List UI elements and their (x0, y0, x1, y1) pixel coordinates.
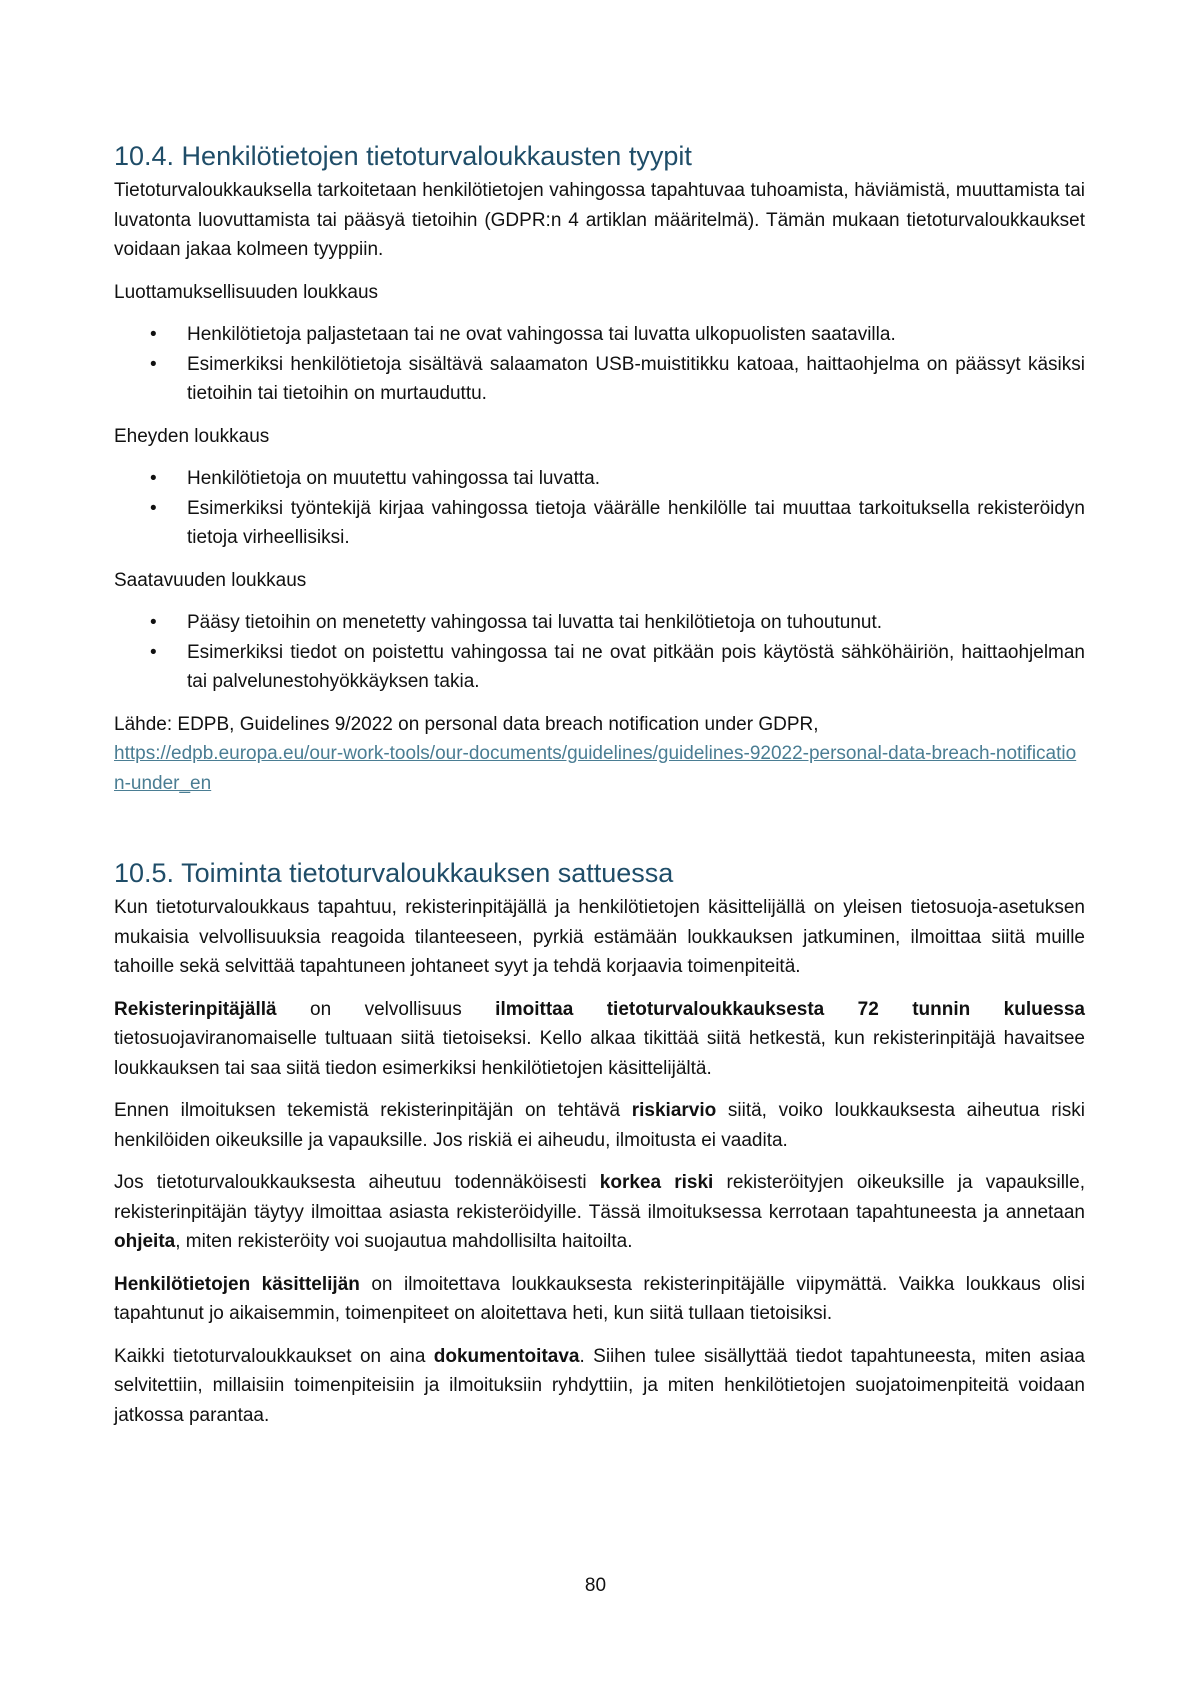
list-item: • Henkilötietoja on muutettu vahingossa tai luvatta. (114, 464, 1085, 494)
source-link[interactable]: https://edpb.europa.eu/our-work-tools/our-documents/guidelines/guidelines-92022-personal-data-breach-notification-under_en (114, 743, 1077, 794)
list-item: • Esimerkiksi henkilötietoja sisältävä salaamaton USB-muistitikku katoaa, haittaohjelma on päässyt käsiksi tietoihin tai tietoihin on murtauduttu. (114, 350, 1085, 409)
page-number: 80 (584, 1575, 607, 1596)
section-10-4-intro: Tietoturvaloukkauksella tarkoitetaan henkilötietojen vahingossa tapahtuvaa tuhoamista, häviämistä, muuttamista tai luvatonta luovuttamista tai pääsyä tietoihin (GDPR:n 4 artiklan määritelmä). Tämän mukaan tietoturvaloukkaukset voidaan jakaa kolmeen tyyppiin. (114, 180, 1085, 260)
source-citation (114, 710, 1085, 799)
text-run: Kaikki tietoturvaloukkaukset on aina (114, 1345, 434, 1367)
text-run: tietosuojaviranomaiselle tultuaan siitä tietoiseksi. Kello alkaa tikittää siitä hetkestä, kun rekisterinpitäjä havaitsee loukkauksen tai saa siitä tiedon esimerkiksi henkilötietojen käsittelijältä. (114, 1028, 1085, 1079)
section-10-5-paragraph-2 (114, 995, 1085, 1084)
breach-type-list-integrity (114, 464, 1085, 553)
breach-type-label-confidentiality: Luottamuksellisuuden loukkaus (114, 281, 379, 303)
bold-text: riskiarvio (631, 1100, 717, 1121)
breach-type-list-availability (114, 608, 1085, 697)
document-page (114, 138, 1085, 1443)
section-10-5-paragraph-1: Kun tietoturvaloukkaus tapahtuu, rekisterinpitäjällä ja henkilötietojen käsittelijällä on yleisen tietosuoja-asetuksen mukaisia velvollisuuksia reagoida tilanteeseen, pyrkiä estämään loukkauksen jatkuminen, ilmoittaa siitä muille tahoille sekä selvittää tapahtuneen johtaneet syyt ja tehdä korjaavia toimenpiteitä. (114, 897, 1085, 977)
section-10-5-paragraph-4 (114, 1168, 1085, 1257)
breach-type-label-availability: Saatavuuden loukkaus (114, 569, 307, 591)
text-run: . Siihen tulee sisällyttää tiedot tapahtuneesta, miten asiaa selvitettiin, millaisiin toimenpiteisiin ja ilmoituksiin ryhdyttiin, ja miten henkilötietojen suojatoimenpiteitä voidaan jatkossa parantaa. (114, 1345, 1085, 1426)
text-run: , miten rekisteröity voi suojautua mahdollisilta haitoilta. (175, 1231, 633, 1252)
list-item: • Pääsy tietoihin on menetetty vahingossa tai luvatta tai henkilötietoja on tuhoutunut. (114, 608, 1085, 638)
section-heading-10-4: 10.4. Henkilötietojen tietoturvaloukkausten tyypit (114, 141, 692, 171)
bold-text: korkea riski (599, 1172, 714, 1193)
bold-text: ilmoittaa tietoturvaloukkauksesta 72 tunnin kuluessa (495, 998, 1085, 1020)
list-item: • Esimerkiksi työntekijä kirjaa vahingossa tietoja väärälle henkilölle tai muuttaa tarkoituksella rekisteröidyn tietoja virheellisiksi. (114, 494, 1085, 553)
source-text: Lähde: EDPB, Guidelines 9/2022 on personal data breach notification under GDPR, (114, 713, 819, 735)
section-spacer (114, 798, 1085, 855)
text-run: on velvollisuus (276, 998, 496, 1020)
section-10-5-paragraph-3 (114, 1096, 1085, 1155)
section-10-5-paragraph-6 (114, 1342, 1085, 1431)
breach-type-label-integrity: Eheyden loukkaus (114, 425, 270, 447)
bold-text: ohjeita (114, 1231, 176, 1252)
text-run: rekisteröityjen oikeuksille ja vapauksille, rekisterinpitäjän täytyy ilmoittaa asiasta rekisteröidyille. Tässä ilmoituksessa kerrotaan tapahtuneesta ja annetaan (114, 1172, 1085, 1223)
text-run: on ilmoitettava loukkauksesta rekisterinpitäjälle viipymättä. Vaikka loukkaus olisi tapahtunut jo aikaisemmin, toimenpiteet on aloitettava heti, kun siitä tullaan tietoisiksi. (114, 1273, 1085, 1324)
text-run: Jos tietoturvaloukkauksesta aiheutuu todennäköisesti (114, 1172, 600, 1193)
section-10-5-paragraph-5 (114, 1270, 1085, 1329)
list-item: • Henkilötietoja paljastetaan tai ne ovat vahingossa tai luvatta ulkopuolisten saatavilla. (114, 320, 1085, 350)
bold-text: Rekisterinpitäjällä (114, 998, 277, 1020)
bold-text: Henkilötietojen käsittelijän (114, 1273, 360, 1295)
text-run: siitä, voiko loukkauksesta aiheutua riski henkilöiden oikeuksille ja vapauksille. Jos riskiä ei aiheudu, ilmoitusta ei vaadita. (114, 1100, 1085, 1151)
section-heading-10-5: 10.5. Toiminta tietoturvaloukkauksen sattuessa (114, 858, 674, 888)
text-run: Ennen ilmoituksen tekemistä rekisterinpitäjän on tehtävä (114, 1100, 632, 1121)
bold-text: dokumentoitava (433, 1345, 580, 1367)
list-item: • Esimerkiksi tiedot on poistettu vahingossa tai ne ovat pitkään pois käytöstä sähköhäiriön, haittaohjelman tai palvelunestohyökkäyksen takia. (114, 638, 1085, 697)
breach-type-list-confidentiality (114, 320, 1085, 409)
